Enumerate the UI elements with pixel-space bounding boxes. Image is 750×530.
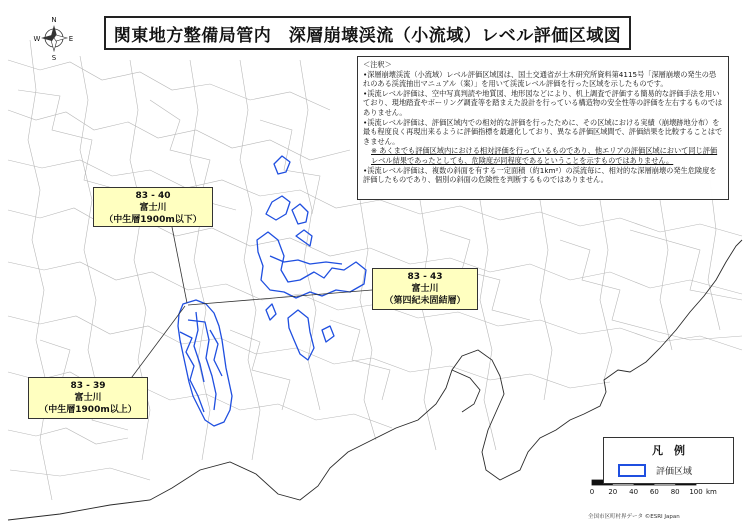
compass-e: E — [68, 35, 74, 43]
callout-code: 83 - 39 — [70, 381, 106, 391]
legend — [603, 437, 734, 484]
legend-title: 凡 例 — [652, 444, 685, 457]
callout-83-39 — [28, 377, 148, 419]
callout-geology: （第四紀未固結層） — [384, 296, 466, 306]
callout-geology: （中生層1900m以下） — [104, 215, 202, 225]
callout-river: 富士川 — [411, 284, 439, 294]
callout-code: 83 - 43 — [407, 272, 443, 282]
note-3: •渓流レベル評価は、評価区域内での相対的な評価を行ったために、その区域における実績（崩壊跡地分布）を最も程度良く再現出来るように評価指標を最適化しており、異なる評価区域間で、評価結果を比較することはできません。 — [363, 117, 723, 146]
scale-unit: km — [706, 488, 717, 496]
legend-swatch-zone — [618, 464, 646, 477]
note-2: •渓流レベル評価は、空中写真判読や地質図、地形図などにより、机上調査で評価する簡易的な評価手法を用いており、現地踏査やボーリング調査等を踏まえた設計を行っている構造物の安全性等の評価を左右するものではありません。 — [363, 88, 723, 117]
callout-geology: （中生層1900m以上） — [39, 405, 137, 415]
scale-tick-40: 40 — [629, 488, 639, 496]
note-5: •渓流レベル評価は、複数の斜面を有する一定面積（約1km²）の渓流毎に、相対的な深層崩壊の発生危険度を評価したものであり、個別の斜面の危険性を判断するものではありません。 — [363, 165, 717, 185]
note-1: •深層崩壊渓流（小流域）レベル評価区域図は、国土交通省が土木研究所資料第4115号「深層崩壊の発生の恐れのある渓流抽出マニュアル（案）」を用いて渓流レベル評価を行った区域を示したものです。 — [363, 69, 717, 89]
callout-river: 富士川 — [74, 393, 102, 403]
callout-83-40 — [93, 187, 213, 227]
scale-tick-80: 80 — [670, 488, 680, 496]
compass-n: N — [51, 16, 57, 24]
scale-tick-20: 20 — [608, 488, 618, 496]
callout-code: 83 - 40 — [135, 191, 171, 201]
scale-tick-60: 60 — [649, 488, 659, 496]
notes-heading: ＜注釈＞ — [363, 60, 392, 69]
callout-83-43 — [372, 268, 478, 310]
data-credit: 全国市区町村界データ ©ESRI Japan — [588, 514, 680, 520]
legend-label-zone: 評価区域 — [656, 467, 693, 477]
notes-panel — [357, 56, 729, 200]
note-4: ※ あくまでも評価区域内における相対評価を行っているものであり、他エリアの評価区域において同じ評価レベル結果であったとしても、危険度が同程度であるということを示すものではありません。 — [371, 146, 718, 165]
callout-river: 富士川 — [139, 203, 167, 213]
map-title: 関東地方整備局管内 深層崩壊渓流（小流域）レベル評価区域図 — [104, 16, 631, 50]
scale-tick-0: 0 — [589, 488, 595, 496]
compass-w: W — [33, 35, 41, 43]
compass-s: S — [51, 54, 57, 62]
scale-tick-100: 100 — [689, 488, 703, 496]
